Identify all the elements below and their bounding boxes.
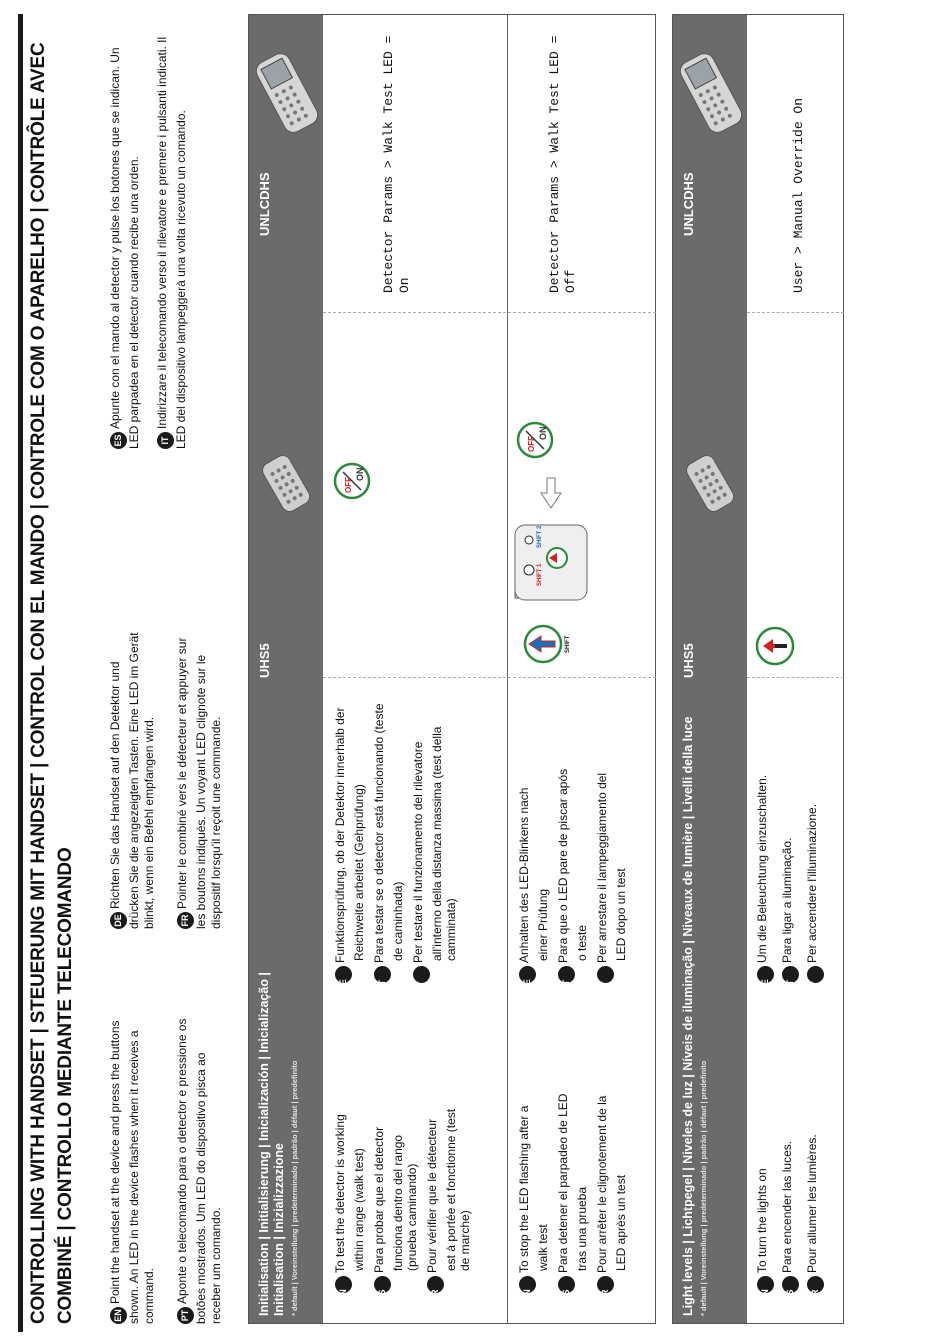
svg-text:SHIFT 1: SHIFT 1 xyxy=(537,563,543,586)
row1-left-fr: FRPour vérifier que le détecteur est à portée et fonctionne (test de marche) xyxy=(425,1108,472,1302)
row1-right-de: DEFunktionsprüfung, ob der Detektor innerhalb der Reichweite arbeitet (Gehprüfung) xyxy=(333,707,366,992)
lang-badge-en: EN xyxy=(110,1307,127,1324)
table-light-levels-header xyxy=(673,15,747,1323)
page-title-line1: CONTROLLING WITH HANDSET | STEUERUNG MIT HANDSET | CONTROL CON EL MANDO | CONTROLE COM O APARELHO | CONTRÔLE AVEC xyxy=(28,42,49,1324)
uhs5-handset-icon-2 xyxy=(683,448,739,518)
lights-left-en: ENTo turn the lights on xyxy=(755,1093,774,1293)
row1-right-it: ITPer testare il funzionamento del rilevatore all'interno della distanza massima (test della camminata) xyxy=(411,726,458,990)
intro-pt xyxy=(175,1014,224,1324)
intro-text-pt: Aponte o telecomando para o detector e pressione os botões mostrados. Um LED do dispositivo pisca ao receber um comando. xyxy=(175,1018,223,1324)
table-initialisation-subtitle: * default | Voreinstellung | predeterminado | padrão | défaut | predefinito xyxy=(290,1060,299,1316)
intro-fr xyxy=(175,619,224,929)
lights-left-es: ESPara encender las luces. xyxy=(780,1093,799,1293)
row2-right-de: DEAnhalten des LED-Blinkens nach einer Prüfung xyxy=(517,787,550,992)
unlcdhs-label-2: UNLCDHS xyxy=(681,172,696,236)
row2-right-it: ITPer arrestare il lampeggiamento del LED dopo un test xyxy=(595,772,628,990)
table-initialisation-header xyxy=(249,15,323,1323)
intro-it xyxy=(155,29,189,449)
column-divider-unlcdhs-2 xyxy=(747,312,844,313)
svg-text:ON: ON xyxy=(538,426,548,440)
unlcdhs-handset-icon-2 xyxy=(679,48,743,138)
intro-en xyxy=(108,1014,157,1324)
uhs5-label: UHS5 xyxy=(257,643,272,678)
intro-text-it: Indirizzare il telecomando verso il rilevatore e premere i pulsanti indicati. Il LED del dispositivo lampeggerà una volta ricevuto un comando. xyxy=(155,36,188,449)
row2-left-en: ENTo stop the LED flashing after a walk test xyxy=(517,1105,550,1302)
row2-left-es: ESPara detener el parpadeo de LED tras una prueba xyxy=(556,1093,589,1302)
column-divider-uhs5-2 xyxy=(747,677,844,678)
uhs5-label-2: UHS5 xyxy=(681,643,696,678)
on-off-button-icon xyxy=(332,461,372,501)
row2-lcd-command: Detector Params > Walk Test LED = Off xyxy=(547,35,578,293)
row1-lcd-command: Detector Params > Walk Test LED = On xyxy=(381,35,412,293)
svg-text:SHIFT 2: SHIFT 2 xyxy=(537,525,543,548)
row1-left-en: ENTo test the detector is working within range (walk test) xyxy=(333,1114,366,1302)
table-initialisation xyxy=(248,14,656,1324)
lights-right-it: ITPer accendere l'illuminazione. xyxy=(805,693,824,983)
intro-text-es: Apunte con el mando al detector y pulse los botones que se indican. Un LED parpadea en el detector cuando recibe una orden. xyxy=(108,47,141,449)
table-initialisation-title: Initialisation | Initialisierung | Inicialización | Inicialização | Initialisation | Inizializzazione xyxy=(257,972,286,1316)
lights-right-text xyxy=(755,693,830,992)
row2-left-text xyxy=(517,1093,634,1302)
svg-text:OFF: OFF xyxy=(344,477,353,493)
column-divider-unlcdhs xyxy=(323,312,656,313)
lights-left-fr: FRPour allumer les lumières. xyxy=(805,1093,824,1293)
row1-right-text xyxy=(333,693,464,992)
shift-keypad-sequence-icon xyxy=(511,333,651,668)
row2-left-fr: FRPour arrêter le clignotement de la LED après un test xyxy=(595,1095,628,1302)
row2-right-text xyxy=(517,763,634,992)
lights-right-de: DEUm die Beleuchtung einzuschalten. xyxy=(755,693,774,983)
table-light-levels xyxy=(672,14,844,1324)
lights-on-button-icon xyxy=(753,624,797,668)
page-title-line2: COMBINÉ | CONTROLLO MEDIANTE TELECOMANDO xyxy=(55,847,76,1324)
lang-badge-de: DE xyxy=(110,912,127,929)
intro-text-en: Point the handset at the device and press the buttons shown. An LED in the device flashes when it receives a command. xyxy=(108,1020,156,1324)
table-light-levels-subtitle: * default | Voreinstellung | predeterminado | padrão | défaut | predefinito xyxy=(699,1060,708,1316)
column-divider-uhs5 xyxy=(323,677,656,678)
unlcdhs-label: UNLCDHS xyxy=(257,172,272,236)
top-rule xyxy=(18,14,23,1332)
table-light-levels-title: Light levels | Lichtpegel | Niveles de luz | Níveis de iluminação | Niveaux de lumière | Livelli della luce xyxy=(681,716,695,1316)
intro-text-fr: Pointer le combiné vers le détecteur et appuyer sur les boutons indiqués. Un voyant LED clignote sur le dispositif lorsqu'il reçoit une commande. xyxy=(175,637,223,929)
lights-left-text xyxy=(755,1093,830,1302)
unlcdhs-handset-icon xyxy=(255,48,319,138)
row2-right-pt: PTPara que o LED pare de piscar após o teste xyxy=(556,768,589,992)
row-divider xyxy=(507,15,508,1323)
row1-right-pt: PTPara testar se o detector está funcionando (teste de caminhada) xyxy=(372,703,405,992)
svg-text:ON: ON xyxy=(355,467,365,481)
lang-badge-fr: FR xyxy=(177,912,194,929)
row1-left-es: ESPara probar que el detector funciona dentro del rango (prueba caminando) xyxy=(372,1126,419,1302)
lang-badge-pt: PT xyxy=(177,1307,194,1324)
intro-de xyxy=(108,619,157,929)
lang-badge-it: IT xyxy=(157,432,174,449)
intro-es xyxy=(108,29,142,449)
lang-badge-es: ES xyxy=(110,432,127,449)
row1-left-text xyxy=(333,1103,478,1302)
svg-text:OFF: OFF xyxy=(527,436,536,452)
intro-text-de: Richten Sie das Handset auf den Detektor und drücken Sie die angezeigten Tasten. Eine LED im Gerät blinkt, wenn ein Befehl empfangen wird. xyxy=(108,632,156,929)
svg-text:SHIFT: SHIFT xyxy=(565,635,571,653)
lights-right-pt: PTPara ligar a iluminação. xyxy=(780,693,799,983)
lights-lcd-command: User > Manual Override On xyxy=(791,97,806,293)
uhs5-handset-icon xyxy=(259,448,315,518)
